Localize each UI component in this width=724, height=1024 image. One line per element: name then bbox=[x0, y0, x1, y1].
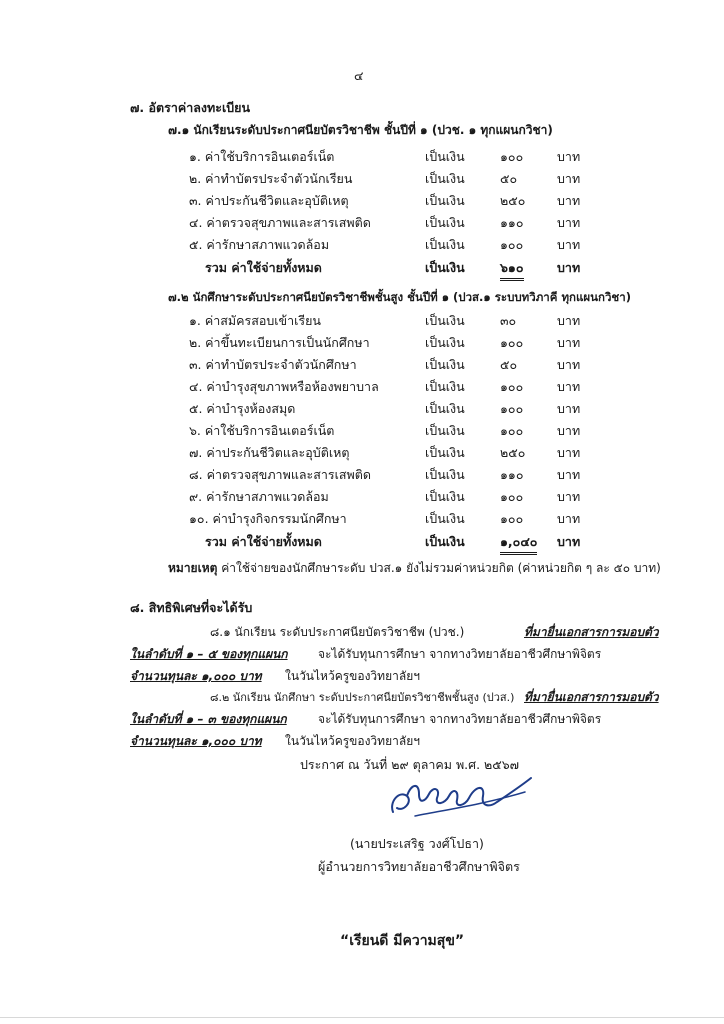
fee-row bbox=[0, 191, 724, 211]
fee-row bbox=[0, 421, 724, 441]
fee-item-name: ๗. ค่าประกันชีวิตและอุบัติเหตุ bbox=[189, 445, 350, 460]
fee-item-name: ๔. ค่าบำรุงสุขภาพหรือห้องพยาบาล bbox=[189, 379, 379, 394]
fee-row bbox=[0, 355, 724, 375]
fee-note bbox=[168, 559, 661, 578]
fee-row bbox=[0, 333, 724, 353]
privilege-line bbox=[130, 623, 690, 645]
privilege-line bbox=[130, 732, 690, 754]
fee-item-unit: บาท bbox=[557, 215, 581, 230]
privilege-highlight: จำนวนทุนละ ๑,๐๐๐ บาท bbox=[130, 669, 262, 683]
privilege-highlight: จำนวนทุนละ ๑,๐๐๐ บาท bbox=[130, 734, 262, 748]
fee-item-name: ๒. ค่าทำบัตรประจำตัวนักเรียน bbox=[189, 171, 353, 186]
fee-item-unit: บาท bbox=[557, 313, 581, 328]
fee-item-unit: บาท bbox=[557, 171, 581, 186]
fee-total-label: เป็นเงิน bbox=[425, 260, 465, 275]
fee-row bbox=[0, 235, 724, 255]
fee-item-unit: บาท bbox=[557, 401, 581, 416]
privilege-line bbox=[130, 667, 690, 689]
fee-note-label: หมายเหตุ bbox=[168, 561, 218, 575]
fee-item-unit: บาท bbox=[557, 237, 581, 252]
signer-name: (นายประเสริฐ วงศ์โปธา) bbox=[350, 836, 484, 851]
privilege-highlight: ที่มายื่นเอกสารการมอบตัว bbox=[524, 625, 659, 639]
fee-item-unit: บาท bbox=[557, 379, 581, 394]
fee-item-amount: ๕๐ bbox=[500, 357, 518, 372]
fee-total-name: รวม ค่าใช้จ่ายทั้งหมด bbox=[205, 534, 322, 549]
fee-row bbox=[0, 487, 724, 507]
fee-item-amount: ๑๑๐ bbox=[500, 215, 524, 230]
fee-item-name: ๑๐. ค่าบำรุงกิจกรรมนักศึกษา bbox=[189, 511, 347, 526]
fee-item-label: เป็นเงิน bbox=[425, 401, 465, 416]
fee-item-amount: ๑๐๐ bbox=[500, 401, 524, 416]
fee-item-label: เป็นเงิน bbox=[425, 423, 465, 438]
privilege-highlight: ที่มายื่นเอกสารการมอบตัว bbox=[524, 690, 659, 704]
fee-item-name: ๓. ค่าทำบัตรประจำตัวนักศึกษา bbox=[189, 357, 357, 372]
fee-row bbox=[0, 399, 724, 419]
fee-row bbox=[0, 465, 724, 485]
fee-item-amount: ๒๕๐ bbox=[500, 193, 526, 208]
fee-note-text: ค่าใช้จ่ายของนักศึกษาระดับ ปวส.๑ ยังไม่รวมค่าหน่วยกิต (ค่าหน่วยกิต ๆ ละ ๕๐ บาท) bbox=[221, 561, 661, 575]
privilege-highlight: ในลำดับที่ ๑ – ๓ ของทุกแผนก bbox=[130, 712, 287, 726]
fee-item-label: เป็นเงิน bbox=[425, 237, 465, 252]
signer-position: ผู้อำนวยการวิทยาลัยอาชีวศึกษาพิจิตร bbox=[318, 859, 520, 874]
fee-item-label: เป็นเงิน bbox=[425, 467, 465, 482]
section8-heading: ๘. สิทธิพิเศษที่จะได้รับ bbox=[130, 600, 253, 615]
announcement-date: ประกาศ ณ วันที่ ๒๙ ตุลาคม พ.ศ. ๒๕๖๗ bbox=[300, 757, 520, 772]
fee-item-label: เป็นเงิน bbox=[425, 379, 465, 394]
fee-item-unit: บาท bbox=[557, 445, 581, 460]
fee-item-amount: ๑๐๐ bbox=[500, 423, 524, 438]
section7-2-heading: ๗.๒ นักศึกษาระดับประกาศนียบัตรวิชาชีพชั้นสูง ชั้นปีที่ ๑ (ปวส.๑ ระบบทวิภาคี ทุกแผนกวิชา) bbox=[168, 290, 631, 304]
fee-total-name: รวม ค่าใช้จ่ายทั้งหมด bbox=[205, 260, 322, 275]
privilege-text: จะได้รับทุนการศึกษา จากทางวิทยาลัยอาชีวศึกษาพิจิตร bbox=[318, 647, 602, 661]
fee-item-unit: บาท bbox=[557, 335, 581, 350]
handwritten-signature-icon bbox=[385, 772, 535, 822]
privilege-text: จะได้รับทุนการศึกษา จากทางวิทยาลัยอาชีวศึกษาพิจิตร bbox=[318, 712, 602, 726]
fee-item-label: เป็นเงิน bbox=[425, 511, 465, 526]
fee-item-amount: ๕๐ bbox=[500, 171, 518, 186]
fee-item-unit: บาท bbox=[557, 193, 581, 208]
fee-total-row bbox=[0, 258, 724, 278]
privilege-highlight: ในลำดับที่ ๑ – ๕ ของทุกแผนก bbox=[130, 647, 288, 661]
fee-total-amount: ๑,๐๔๐ bbox=[500, 532, 537, 555]
fee-item-name: ๖. ค่าใช้บริการอินเตอร์เน็ต bbox=[189, 423, 335, 438]
fee-item-amount: ๑๐๐ bbox=[500, 149, 524, 164]
fee-item-label: เป็นเงิน bbox=[425, 149, 465, 164]
fee-item-unit: บาท bbox=[557, 149, 581, 164]
fee-item-name: ๘. ค่าตรวจสุขภาพและสารเสพติด bbox=[189, 467, 371, 482]
fee-item-unit: บาท bbox=[557, 423, 581, 438]
fee-item-label: เป็นเงิน bbox=[425, 445, 465, 460]
privilege-text: ในวันไหว้ครูของวิทยาลัยฯ bbox=[285, 734, 420, 748]
fee-item-label: เป็นเงิน bbox=[425, 193, 465, 208]
fee-item-unit: บาท bbox=[557, 511, 581, 526]
fee-item-label: เป็นเงิน bbox=[425, 357, 465, 372]
privilege-text: ๘.๒ นักเรียน นักศึกษา ระดับประกาศนียบัตรวิชาชีพชั้นสูง (ปวส.) bbox=[210, 691, 515, 704]
fee-row bbox=[0, 213, 724, 233]
fee-item-name: ๙. ค่ารักษาสภาพแวดล้อม bbox=[189, 489, 329, 504]
fee-total-label: เป็นเงิน bbox=[425, 534, 465, 549]
fee-row bbox=[0, 147, 724, 167]
fee-total-unit: บาท bbox=[557, 534, 581, 549]
page-bottom-divider bbox=[0, 1017, 724, 1018]
fee-row bbox=[0, 509, 724, 529]
fee-item-unit: บาท bbox=[557, 467, 581, 482]
fee-total-unit: บาท bbox=[557, 260, 581, 275]
fee-item-name: ๕. ค่ารักษาสภาพแวดล้อม bbox=[189, 237, 330, 252]
fee-item-amount: ๑๑๐ bbox=[500, 467, 524, 482]
fee-item-amount: ๑๐๐ bbox=[500, 489, 524, 504]
fee-item-amount: ๒๕๐ bbox=[500, 445, 526, 460]
fee-total-amount: ๖๑๐ bbox=[500, 258, 524, 281]
fee-row bbox=[0, 169, 724, 189]
privilege-text: ๘.๑ นักเรียน ระดับประกาศนียบัตรวิชาชีพ (ปวช.) bbox=[210, 625, 465, 639]
privilege-8-2 bbox=[130, 688, 690, 754]
fee-item-name: ๕. ค่าบำรุงห้องสมุด bbox=[189, 401, 296, 416]
fee-item-name: ๑. ค่าสมัครสอบเข้าเรียน bbox=[189, 313, 321, 328]
fee-item-unit: บาท bbox=[557, 357, 581, 372]
slogan: “เรียนดี มีความสุข” bbox=[340, 933, 465, 949]
fee-item-amount: ๑๐๐ bbox=[500, 379, 524, 394]
fee-item-name: ๔. ค่าตรวจสุขภาพและสารเสพติด bbox=[189, 215, 371, 230]
fee-item-name: ๓. ค่าประกันชีวิตและอุบัติเหตุ bbox=[189, 193, 349, 208]
privilege-line bbox=[130, 688, 690, 710]
fee-item-amount: ๑๐๐ bbox=[500, 237, 524, 252]
fee-row bbox=[0, 377, 724, 397]
fee-item-label: เป็นเงิน bbox=[425, 215, 465, 230]
privilege-8-1 bbox=[130, 623, 690, 689]
fee-item-label: เป็นเงิน bbox=[425, 335, 465, 350]
fee-total-row bbox=[0, 532, 724, 552]
section7-heading: ๗. อัตราค่าลงทะเบียน bbox=[130, 100, 251, 115]
privilege-line bbox=[130, 710, 690, 732]
fee-item-name: ๒. ค่าขึ้นทะเบียนการเป็นนักศึกษา bbox=[189, 335, 370, 350]
fee-item-label: เป็นเงิน bbox=[425, 313, 465, 328]
fee-row bbox=[0, 311, 724, 331]
fee-item-amount: ๑๐๐ bbox=[500, 511, 524, 526]
privilege-text: ในวันไหว้ครูของวิทยาลัยฯ bbox=[285, 669, 420, 683]
fee-item-name: ๑. ค่าใช้บริการอินเตอร์เน็ต bbox=[189, 149, 335, 164]
fee-item-label: เป็นเงิน bbox=[425, 489, 465, 504]
fee-item-label: เป็นเงิน bbox=[425, 171, 465, 186]
page-number: ๔ bbox=[354, 68, 364, 83]
fee-item-unit: บาท bbox=[557, 489, 581, 504]
fee-row bbox=[0, 443, 724, 463]
fee-item-amount: ๓๐ bbox=[500, 313, 517, 328]
privilege-line bbox=[130, 645, 690, 667]
section7-1-heading: ๗.๑ นักเรียนระดับประกาศนียบัตรวิชาชีพ ชั้นปีที่ ๑ (ปวช. ๑ ทุกแผนกวิชา) bbox=[168, 123, 553, 137]
fee-item-amount: ๑๐๐ bbox=[500, 335, 524, 350]
